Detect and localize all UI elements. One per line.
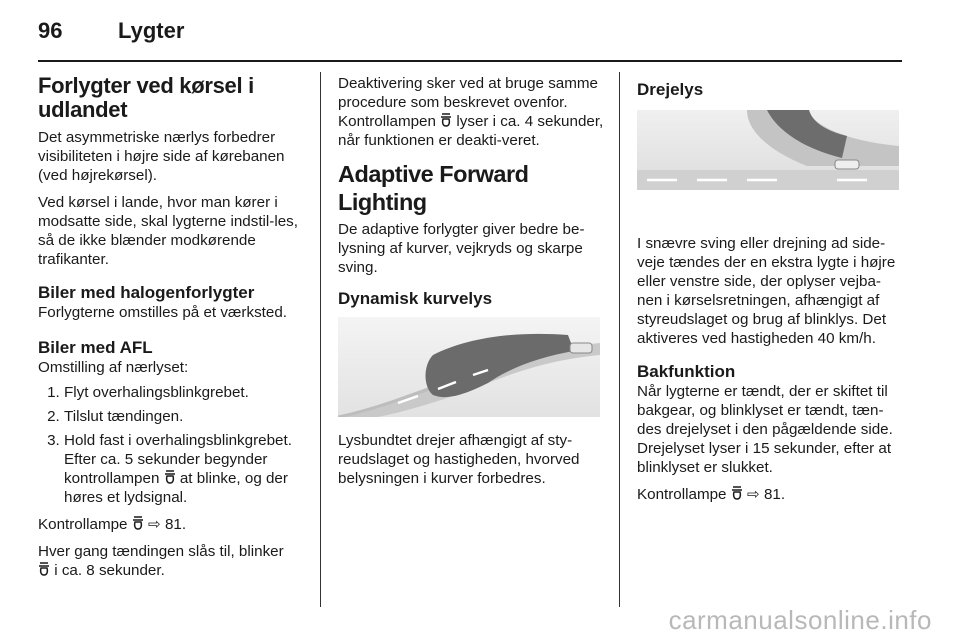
text: lyser i ca. 4 sekunder, når funktionen er deakti-veret. [338,113,604,149]
text: i ca. 8 sekunder. [50,562,165,579]
lamp-label: Kontrollampe [637,486,727,503]
afl-warning-lamp-icon [731,486,743,501]
afl-warning-lamp-icon [38,562,50,577]
column-2 [338,74,604,496]
column-divider [320,72,321,607]
afl-warning-lamp-icon [164,470,176,485]
paragraph: Det asymmetriske nærlys forbedrer visibiliteten i højre side af kørebanen (ved højrekørsel). [38,129,285,184]
steps-list [38,383,308,507]
column-3 [637,74,903,512]
paragraph: Når lygterne er tændt, der er skiftet til bakgear, og blinklyset er tændt, tæn-des drejelyset i den pågældende side. Drejelyset lyser i 15 sekunder, efter at blinklyset er slukket. [637,383,893,476]
paragraph [338,74,604,150]
paragraph: Lysbundtet drejer afhængigt af sty-reudslaget og hastigheden, hvorved belysningen i kurver forbedres. [338,432,580,487]
column-divider [619,72,620,607]
lamp-label: Kontrollampe [38,516,128,533]
paragraph: I snævre sving eller drejning ad side-veje tændes der en ekstra lygte i højre eller venstre side, der oplyser vejba-nen i kørselsretningen, afhængigt af styreudslaget og brug af blinklys. Det aktiveres ved hastigheden 40 km/h. [637,235,896,347]
turn-light-illustration [637,110,899,190]
text: Hver gang tændingen slås til, blinker [38,543,284,560]
watermark: carmanualsonline.info [668,605,932,635]
text: Deaktivering sker ved at bruge samme procedure som beskrevet ovenfor. Kontrollampen [338,75,598,130]
paragraph: Omstilling af nærlyset: [38,359,189,376]
subheading: Biler med halogenforlygter [38,283,255,302]
paragraph [38,542,308,580]
column-1 [38,74,308,588]
subheading: Drejelys [637,80,704,99]
page-reference-arrow-icon: ⇨ [746,486,760,503]
lamp-reference [38,515,308,534]
paragraph: Forlygterne omstilles på et værksted. [38,304,287,321]
section-title: Forlygter ved kørsel i udlandet [38,73,254,122]
page-reference-arrow-icon: ⇨ [147,516,161,533]
page-header [38,18,904,52]
paragraph: Ved kørsel i lande, hvor man kører i modsatte side, skal lygterne indstil-les, så de ikke blænder modkørende trafikanter. [38,194,298,268]
list-item: 1. Flyt overhalingsblinkgrebet. [64,383,308,402]
subheading: Dynamisk kurvelys [338,289,493,308]
afl-warning-lamp-icon [440,113,452,128]
page-number: 96 [38,18,63,43]
paragraph: De adaptive forlygter giver bedre be-lysning af kurver, vejkryds og skarpe sving. [338,221,585,276]
page-ref[interactable]: 81. [164,516,187,533]
subheading: Biler med AFL [38,338,153,357]
list-item: 2. Tilslut tændingen. [64,407,308,426]
list-item [64,431,308,507]
step-text: Hold fast i overhalingsblinkgrebet. Efter ca. 5 sekunder begynder kontrollampen [64,432,292,487]
afl-warning-lamp-icon [132,516,144,531]
step-text: at blinke, og der høres et lydsignal. [64,470,288,506]
lamp-reference [637,485,903,504]
header-rule [38,60,902,62]
subheading: Bakfunktion [637,362,736,381]
section-title: Adaptive Forward Lighting [338,161,529,215]
page-ref[interactable]: 81. [763,486,786,503]
curve-light-illustration [338,317,600,417]
chapter-title: Lygter [118,18,185,43]
